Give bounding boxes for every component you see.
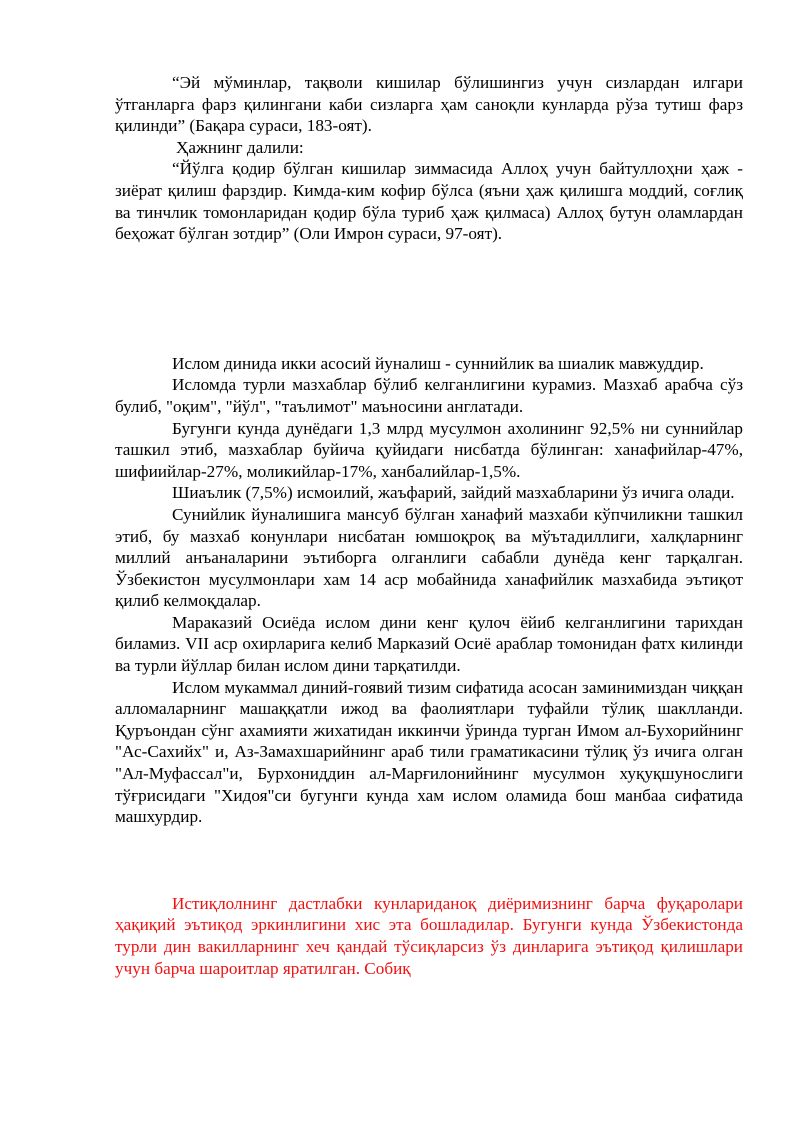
paragraph-central-asia: Мараказий Осиёда ислом дини кенг қулоч ёйиб келганлигини тарихдан биламиз. VII аср охирларига келиб Марказий Осиё араблар томонидан фатх килинди ва турли йўллар билан ислом дини тарқатилди.	[115, 612, 743, 676]
paragraph-scholars: Ислом мукаммал диний-гоявий тизим сифатида асосан заминимиздан чиққан алломаларнинг машаққатли ижод ва фаолиятлари туфайли тўлиқ шаклланди. Қуръондан сўнг ахамияти жихатидан иккинчи ўринда турган Имом ал-Бухорийнинг "Ас-Сахийх" и, Аз-Замахшарийнинг араб тили граматикасини тўлиқ ўз ичига олган "Ал-Муфассал"и, Бурхониддин ал-Марғилонийнинг мусулмон хуқуқшунослиги тўғрисидаги "Хидоя"си бугунги кунда хам ислом оламида бош манбаа сифатида машхурдир.	[115, 677, 743, 827]
hajj-evidence-heading: Ҳажнинг далили:	[176, 137, 304, 157]
document-page	[115, 72, 743, 979]
spacer	[115, 828, 743, 893]
paragraph-madhhab-definition: Исломда турли мазхаблар бўлиб келганлигини курамиз. Мазхаб арабча сўз булиб, "оқим", "йўл", "таълимот" маъносини англатади.	[115, 375, 743, 416]
quran-quote-hajj: “Йўлга қодир бўлган кишилар зиммасида Аллоҳ учун байтуллоҳни ҳаж - зиёрат қилиш фарздир. Кимда-ким кофир бўлса (яъни ҳаж қилишга моддий, соғлиқ ва тинчлик томонларидан қодир бўла туриб ҳаж қилмаса) Аллоҳ бутун оламлардан беҳожат бўлган зотдир” (Оли Имрон сураси, 97-оят).	[115, 159, 743, 244]
paragraph-statistics: Бугунги кунда дунёдаги 1,3 млрд мусулмон ахолининг 92,5% ни суннийлар ташкил этиб, мазхаблар буйича қуйидаги нисбатда бўлинган: ханафийлар-47%, шифиийлар-27%, моликийлар-17%, ханбалийлар-1,5%.	[115, 418, 743, 481]
spacer	[115, 245, 743, 353]
paragraph-independence: Истиқлолнинг дастлабки кунлариданоқ диёримизнинг барча фуқаролари ҳақиқий эътиқод эркинлигини хис эта бошладилар. Бугунги кунда Ўзбекистонда турли дин вакилларнинг хеч қандай тўсиқларсиз ўз динларига эътиқод қилишлари учун барча шароитлар яратилган. Собиқ	[115, 893, 743, 978]
madhhab-section	[115, 353, 743, 828]
paragraph-directions: Ислом динида икки асосий йуналиш - суннийлик ва шиалик мавжуддир.	[172, 353, 704, 373]
quote-section	[115, 72, 743, 245]
quran-quote-fasting: “Эй мўминлар, тақволи кишилар бўлишингиз учун сизлардан илгари ўтганларга фарз қилингани каби сизларга ҳам саноқли кунларда рўза тутиш фарз қилинди” (Бақара сураси, 183-оят).	[115, 73, 743, 136]
paragraph-shia: Шиаълик (7,5%) исмоилий, жаъфарий, зайдий мазхабларини ўз ичига олади.	[172, 483, 735, 503]
independence-section	[115, 893, 743, 979]
paragraph-hanafi: Сунийлик йуналишига мансуб бўлган ханафий мазхаби кўпчиликни ташкил этиб, бу мазхаб конунлари нисбатан юмшоқроқ ва мўътадиллиги, халқларнинг миллий анъаналарини эътиборга олганлиги сабабли дунёда кенг тарқалган. Ўзбекистон мусулмонлари хам 14 аср мобайнида ханафийлик мазхабида эътиқот қилиб келмоқдалар.	[115, 504, 743, 611]
